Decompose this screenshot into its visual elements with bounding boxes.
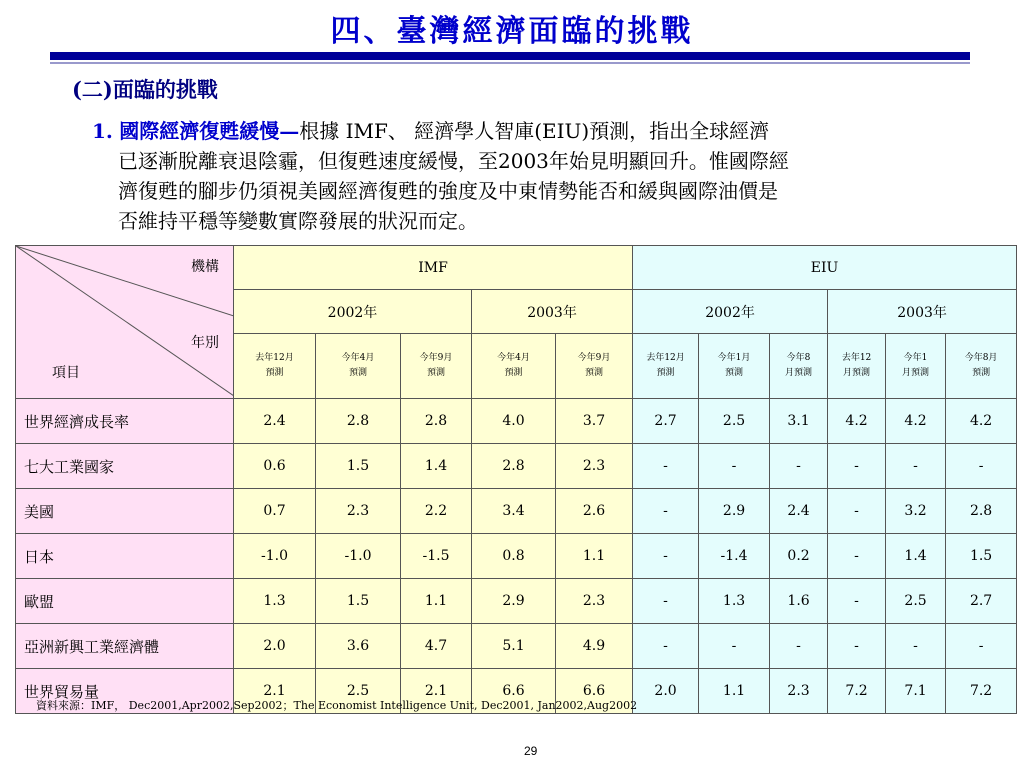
forecast-header-line: 預測: [585, 368, 604, 378]
value-cell: -: [770, 624, 828, 669]
value-cell: 2.3: [316, 489, 401, 534]
forecast-header: [401, 334, 472, 399]
value-cell: -: [633, 624, 699, 669]
value-cell: 1.5: [946, 534, 1017, 579]
title-rule: [50, 52, 970, 60]
value-cell: 4.7: [401, 624, 472, 669]
forecast-header-line: 今年1: [903, 353, 928, 363]
value-cell: 1.1: [556, 534, 633, 579]
table-row: [16, 489, 1017, 534]
forecast-table: [15, 245, 1017, 714]
org-header-eiu: EIU: [633, 246, 1017, 290]
value-cell: -1.0: [316, 534, 401, 579]
row-label: 歐盟: [16, 579, 234, 624]
forecast-header-line: 今年4月: [497, 353, 530, 363]
slide-title: 四、臺灣經濟面臨的挑戰: [330, 14, 694, 49]
value-cell: 3.4: [472, 489, 556, 534]
forecast-header-line: 去年12: [841, 353, 872, 363]
year-header: 2002年: [633, 290, 828, 334]
forecast-header-line: 今年1月: [717, 353, 751, 363]
row-label: 世界貿易量: [16, 669, 234, 714]
forecast-header-line: 今年8月: [964, 353, 998, 363]
forecast-header: [770, 334, 828, 399]
table-row: [16, 399, 1017, 444]
item-lead: 國際經濟復甦緩慢—: [119, 119, 300, 143]
forecast-header-line: 今年9月: [419, 353, 453, 363]
corner-label-year: 年別: [191, 335, 219, 351]
value-cell: 0.7: [234, 489, 316, 534]
forecast-header-line: 預測: [656, 368, 675, 378]
table-row: [16, 624, 1017, 669]
value-cell: -: [633, 489, 699, 534]
value-cell: 1.4: [886, 534, 946, 579]
value-cell: -: [633, 444, 699, 489]
org-header-imf: IMF: [234, 246, 633, 290]
value-cell: 2.5: [699, 399, 770, 444]
value-cell: -: [770, 444, 828, 489]
forecast-header: [472, 334, 556, 399]
item-number: 1.: [92, 119, 113, 143]
value-cell: -: [828, 579, 886, 624]
value-cell: 2.0: [234, 624, 316, 669]
value-cell: -1.5: [401, 534, 472, 579]
value-cell: 1.1: [699, 669, 770, 714]
value-cell: 2.3: [556, 444, 633, 489]
table-corner-cell: [16, 246, 234, 399]
forecast-header-line: 今年4月: [341, 353, 375, 363]
value-cell: 2.8: [946, 489, 1017, 534]
forecast-header-line: 去年12月: [255, 353, 294, 363]
paragraph-line-4: 否維持平穩等變數實際發展的狀況而定。: [118, 209, 478, 233]
value-cell: -: [828, 534, 886, 579]
value-cell: 2.5: [886, 579, 946, 624]
row-label: 美國: [16, 489, 234, 534]
value-cell: 1.3: [234, 579, 316, 624]
forecast-header: [234, 334, 316, 399]
value-cell: -: [946, 444, 1017, 489]
paragraph-line-2: 已逐漸脫離衰退陰霾，但復甦速度緩慢，至2003年始見明顯回升。惟國際經: [118, 149, 789, 173]
forecast-header-line: 預測: [504, 368, 523, 378]
year-header: 2002年: [234, 290, 472, 334]
value-cell: 4.2: [946, 399, 1017, 444]
title-rule-thin: [50, 62, 970, 64]
value-cell: -: [886, 624, 946, 669]
table-row: [16, 534, 1017, 579]
value-cell: 2.0: [633, 669, 699, 714]
value-cell: 2.8: [316, 399, 401, 444]
forecast-header-line: 預測: [972, 368, 991, 378]
value-cell: 2.9: [699, 489, 770, 534]
value-cell: -: [946, 624, 1017, 669]
value-cell: -: [699, 624, 770, 669]
value-cell: -: [828, 489, 886, 534]
value-cell: -1.4: [699, 534, 770, 579]
value-cell: 2.4: [234, 399, 316, 444]
value-cell: 0.8: [472, 534, 556, 579]
forecast-header-line: 月預測: [902, 368, 930, 378]
value-cell: 4.2: [828, 399, 886, 444]
value-cell: -1.0: [234, 534, 316, 579]
value-cell: 2.2: [401, 489, 472, 534]
paragraph-line-1-rest: 根據 IMF、 經濟學人智庫(EIU)預測，指出全球經濟: [299, 119, 770, 143]
value-cell: -: [828, 624, 886, 669]
value-cell: 2.7: [633, 399, 699, 444]
section-subheading: (二)面臨的挑戰: [72, 77, 218, 102]
forecast-header: [828, 334, 886, 399]
value-cell: 2.1: [401, 669, 472, 714]
row-label: 日本: [16, 534, 234, 579]
forecast-header-line: 月預測: [785, 368, 813, 378]
value-cell: 3.6: [316, 624, 401, 669]
value-cell: 7.1: [886, 669, 946, 714]
forecast-header-line: 去年12月: [646, 353, 685, 363]
value-cell: 6.6: [556, 669, 633, 714]
forecast-header-line: 預測: [426, 368, 445, 378]
value-cell: -: [828, 444, 886, 489]
body-paragraph: [92, 116, 972, 236]
value-cell: -: [699, 444, 770, 489]
value-cell: 1.4: [401, 444, 472, 489]
paragraph-line-1: [92, 116, 972, 146]
value-cell: 1.3: [699, 579, 770, 624]
forecast-header: [946, 334, 1017, 399]
table-row: [16, 579, 1017, 624]
value-cell: -: [633, 534, 699, 579]
value-cell: 4.2: [886, 399, 946, 444]
value-cell: 2.8: [472, 444, 556, 489]
value-cell: 2.9: [472, 579, 556, 624]
value-cell: 6.6: [472, 669, 556, 714]
forecast-header-line: 今年8: [786, 353, 811, 363]
value-cell: 2.7: [946, 579, 1017, 624]
value-cell: 2.4: [770, 489, 828, 534]
page-number: 29: [524, 744, 538, 758]
value-cell: 2.1: [234, 669, 316, 714]
value-cell: 5.1: [472, 624, 556, 669]
forecast-header: [633, 334, 699, 399]
value-cell: -: [886, 444, 946, 489]
value-cell: 1.1: [401, 579, 472, 624]
value-cell: 7.2: [828, 669, 886, 714]
row-label: 世界經濟成長率: [16, 399, 234, 444]
forecast-header-line: 預測: [265, 368, 284, 378]
value-cell: 1.5: [316, 579, 401, 624]
forecast-header-line: 月預測: [843, 368, 871, 378]
forecast-header: [316, 334, 401, 399]
corner-label-item: 項目: [52, 365, 80, 381]
value-cell: 3.2: [886, 489, 946, 534]
value-cell: 4.0: [472, 399, 556, 444]
forecast-header: [556, 334, 633, 399]
value-cell: 2.3: [556, 579, 633, 624]
value-cell: 4.9: [556, 624, 633, 669]
value-cell: 2.3: [770, 669, 828, 714]
table-row: [16, 444, 1017, 489]
year-header: 2003年: [472, 290, 633, 334]
value-cell: 3.7: [556, 399, 633, 444]
forecast-header-line: 今年9月: [577, 353, 611, 363]
value-cell: 3.1: [770, 399, 828, 444]
value-cell: 0.6: [234, 444, 316, 489]
value-cell: 1.6: [770, 579, 828, 624]
source-note: 資料來源：IMF， Dec2001,Apr2002,Sep2002；The Economist Intelligence Unit, Dec2001, Jan2002,Aug2002: [36, 699, 638, 712]
row-label: 七大工業國家: [16, 444, 234, 489]
row-label: 亞洲新興工業經濟體: [16, 624, 234, 669]
forecast-header: [699, 334, 770, 399]
value-cell: 2.8: [401, 399, 472, 444]
value-cell: 2.6: [556, 489, 633, 534]
value-cell: 0.2: [770, 534, 828, 579]
paragraph-line-3: 濟復甦的腳步仍須視美國經濟復甦的強度及中東情勢能否和緩與國際油價是: [118, 179, 778, 203]
value-cell: 2.5: [316, 669, 401, 714]
year-header: 2003年: [828, 290, 1017, 334]
corner-label-org: 機構: [191, 259, 219, 275]
value-cell: 7.2: [946, 669, 1017, 714]
value-cell: 1.5: [316, 444, 401, 489]
value-cell: -: [633, 579, 699, 624]
forecast-header-line: 預測: [725, 368, 744, 378]
forecast-header: [886, 334, 946, 399]
forecast-header-line: 預測: [348, 368, 367, 378]
